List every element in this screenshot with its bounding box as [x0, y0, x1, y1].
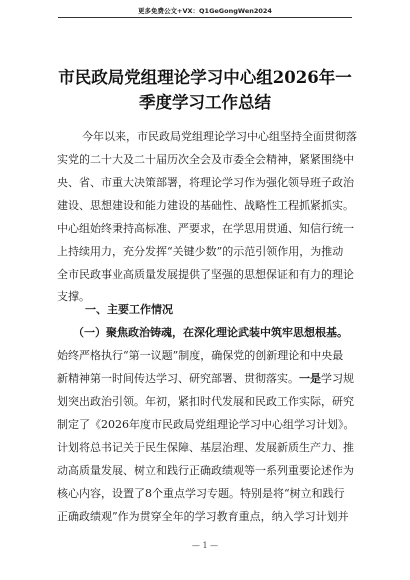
- body-line: [57, 346, 353, 366]
- header-divider: [58, 17, 352, 18]
- body-text: 核心内容，设置了8个重点学习专题。特别是将“树立和践行: [57, 487, 345, 500]
- body-text: 划突出政治引领。年初，紧扣时代发展和民政工作实际，研究: [57, 395, 354, 408]
- body-line: [57, 507, 353, 527]
- body-text: 动高质量发展、树立和践行正确政绩观等一系列重要论述作为: [57, 464, 354, 477]
- page-number: — 1 —: [191, 541, 219, 550]
- emphasis-text: 一是: [299, 372, 321, 385]
- body-text: 正确政绩观”作为贯穿全年的学习教育重点，纳入学习计划并: [57, 510, 349, 523]
- body-line: [57, 484, 353, 504]
- intro-line: 建设、思想建设和能力建设的基础性、战略性工程抓紧抓实。: [57, 199, 354, 212]
- body-text: 始终严格执行“第一议题”制度，确保党的创新理论和中央最: [57, 349, 344, 362]
- subsection-number: （一）: [73, 326, 106, 339]
- intro-line: 实党的二十大及二十届历次全会及市委全会精神，紧紧围绕中: [57, 153, 354, 166]
- intro-line: 上持续用力，充分发挥“关键少数”的示范引领作用，为推动: [57, 245, 344, 258]
- body-line: [57, 392, 353, 412]
- body-text: 学习规: [321, 372, 354, 385]
- intro-line: 今年以来，市民政局党组理论学习中心组坚持全面贯彻落: [82, 130, 357, 143]
- body-line: [57, 461, 353, 481]
- header-note: 更多免费公文+VX：Q1GeGongWen2024: [138, 7, 272, 15]
- body-line: [57, 369, 353, 389]
- intro-line: 中心组始终秉持高标准、严要求，在学思用贯通、知信行统一: [57, 222, 354, 235]
- section-heading: 一、主要工作情况: [85, 303, 173, 316]
- intro-line: 支撑。: [57, 290, 90, 303]
- document-title-line-1: 市民政局党组理论学习中心组2026年一: [58, 68, 352, 87]
- body-text: 计划将总书记关于民生保障、基层治理、发展新质生产力、推: [57, 441, 354, 454]
- body-text: 新精神第一时间传达学习、研究部署、贯彻落实。: [57, 372, 299, 385]
- subsection-title: 聚焦政治铸魂，在深化理论武装中筑牢思想根基。: [106, 326, 348, 339]
- body-line: [57, 438, 353, 458]
- document-title-line-2: 季度学习工作总结: [139, 93, 271, 112]
- intro-line: 央、省、市重大决策部署，将理论学习作为强化领导班子政治: [57, 176, 354, 189]
- intro-line: 全市民政事业高质量发展提供了坚强的思想保证和有力的理论: [57, 268, 354, 281]
- subsection-heading: [73, 323, 369, 343]
- body-line: [57, 415, 353, 435]
- body-text: 制定了《2026年度市民政局党组理论学习中心组学习计划》。: [57, 418, 355, 431]
